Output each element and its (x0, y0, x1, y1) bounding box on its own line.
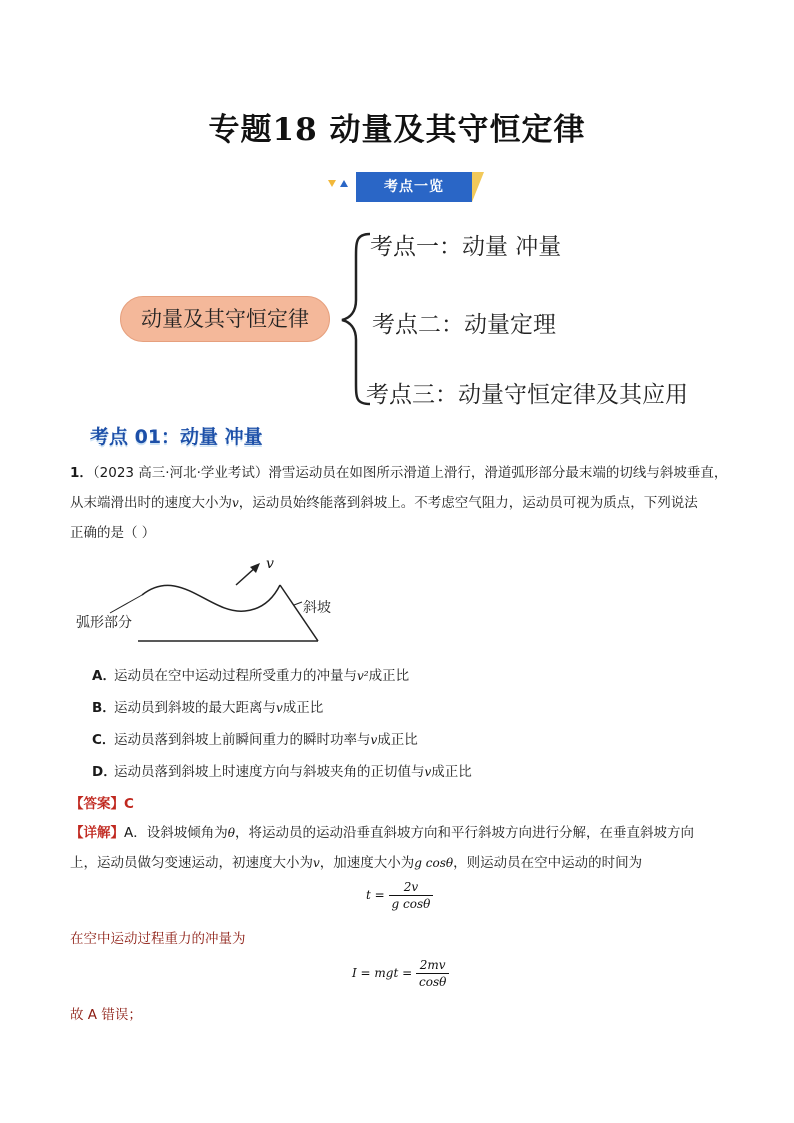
option-letter: C． (92, 732, 116, 748)
formula-fraction (389, 880, 434, 911)
formula-time (366, 880, 433, 911)
concept-map-item: 考点一：动量 冲量 (370, 234, 562, 260)
acceleration-expr: g cosθ (414, 856, 454, 870)
detail-line-3: 在空中运动过程重力的冲量为 (70, 931, 246, 947)
option-text: 成正比 (368, 668, 410, 684)
option-variable: v (424, 765, 432, 779)
section-heading: 考点 01：动量 冲量 (90, 426, 263, 448)
stem-line-3 (70, 518, 730, 548)
formula-impulse (352, 958, 449, 989)
option-text: 运动员落到斜坡上时速度方向与斜坡夹角的正切值与 (114, 764, 425, 780)
option-c (92, 728, 418, 748)
option-text: 成正比 (282, 700, 324, 716)
detail-line-2 (70, 848, 730, 878)
detail-label: 【详解】 (70, 825, 124, 841)
answer (70, 792, 134, 812)
option-text: 运动员到斜坡的最大距离与 (114, 700, 276, 716)
page-title: 专题18 动量及其守恒定律 (208, 112, 586, 148)
variable-v: v (232, 496, 239, 510)
formula-lhs: I = mgt = (352, 966, 413, 980)
detail-text: A．设斜坡倾角为 (124, 825, 228, 841)
stem-text: 正确的是（ ） (70, 525, 156, 541)
concept-map-item: 考点三：动量守恒定律及其应用 (366, 382, 688, 408)
question-number: 1． (70, 465, 93, 481)
overview-banner (322, 170, 492, 206)
detail-text: ，加速度大小为 (319, 855, 415, 871)
option-d (92, 760, 472, 780)
option-b (92, 696, 323, 716)
option-letter: A． (92, 668, 116, 684)
formula-numerator: 2mv (416, 958, 449, 974)
detail-line-4: 故 A 错误； (70, 1007, 142, 1023)
option-letter: B． (92, 700, 116, 716)
slope-figure (70, 555, 340, 650)
stem-text: ，运动员始终能落到斜坡上。不考虑空气阻力，运动员可视为质点，下列说法 (238, 495, 698, 511)
question-stem (70, 458, 730, 548)
concept-map-root: 动量及其守恒定律 (120, 296, 330, 342)
answer-label: 【答案】 (70, 796, 124, 812)
formula-lhs: t = (366, 888, 385, 902)
option-text: 成正比 (377, 732, 418, 748)
option-variable: v (276, 701, 283, 715)
variable-theta: θ (227, 826, 235, 840)
variable-v: v (313, 856, 320, 870)
stem-line-2 (70, 488, 730, 518)
detail-text: 上，运动员做匀变速运动，初速度大小为 (70, 855, 313, 871)
banner-label: 考点一览 (356, 172, 472, 202)
option-text: 成正比 (431, 764, 472, 780)
detail-text: ，则运动员在空中运动的时间为 (453, 855, 643, 871)
stem-line-1 (70, 458, 730, 488)
option-variable: v (370, 733, 378, 747)
option-letter: D． (92, 764, 117, 780)
option-a (92, 664, 409, 684)
arc-label: 弧形部分 (76, 615, 132, 631)
formula-denominator: cosθ (419, 975, 447, 989)
velocity-label: v (266, 556, 274, 572)
slope-label: 斜坡 (303, 600, 331, 616)
option-text: 运动员落到斜坡上前瞬间重力的瞬时功率与 (114, 732, 371, 748)
formula-numerator: 2v (389, 880, 434, 896)
detail-line-1 (70, 818, 730, 848)
answer-value: C (124, 796, 134, 812)
formula-denominator: g cosθ (391, 897, 431, 911)
stem-text: 滑雪运动员在如图所示滑道上滑行，滑道弧形部分最末端的切线与斜坡垂直， (268, 465, 728, 481)
formula-fraction (416, 958, 449, 989)
detail-paragraph (70, 818, 730, 878)
stem-text: 从末端滑出时的速度大小为 (70, 495, 232, 511)
option-text: 运动员在空中运动过程所受重力的冲量与 (114, 668, 357, 684)
question-source: （2023 高三·河北·学业考试） (92, 465, 269, 481)
option-variable: v² (357, 669, 369, 683)
detail-text: ，将运动员的运动沿垂直斜坡方向和平行斜坡方向进行分解，在垂直斜坡方向 (234, 825, 694, 841)
concept-map-item: 考点二：动量定理 (372, 312, 556, 338)
